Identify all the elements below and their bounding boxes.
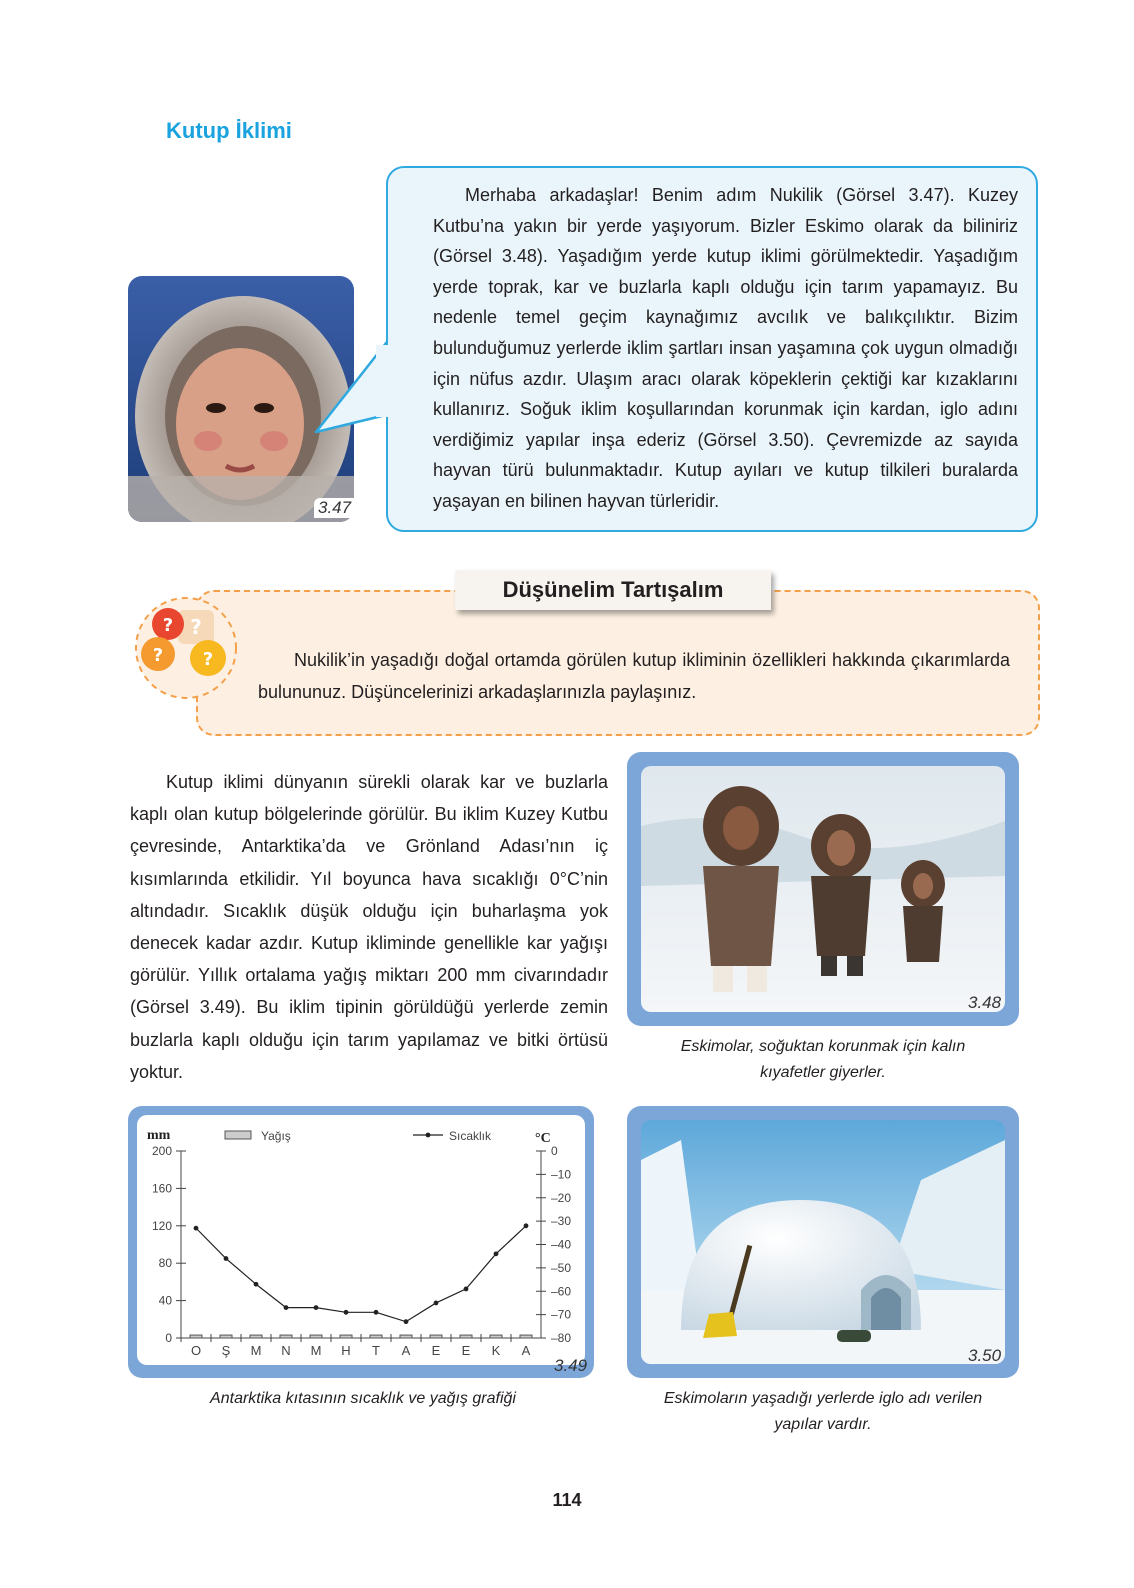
right-tick-label: –50 bbox=[551, 1260, 572, 1275]
figure-number-348: 3.48 bbox=[968, 993, 1002, 1012]
caption-348: Eskimolar, soğuktan korunmak için kalın kıyafetler giyerler. bbox=[680, 1038, 966, 1081]
right-tick-label: –60 bbox=[551, 1284, 572, 1299]
temperature-point bbox=[524, 1223, 529, 1228]
temperature-point bbox=[494, 1251, 499, 1256]
precipitation-bar bbox=[430, 1335, 442, 1338]
precipitation-bar bbox=[280, 1335, 292, 1338]
right-tick-label: –80 bbox=[551, 1331, 572, 1345]
precipitation-bar bbox=[460, 1335, 472, 1338]
temperature-point bbox=[434, 1301, 439, 1306]
x-tick-label: N bbox=[281, 1343, 291, 1358]
svg-text:?: ? bbox=[190, 615, 202, 639]
temperature-point bbox=[374, 1310, 379, 1315]
igloo-photo bbox=[641, 1120, 1005, 1364]
legend-temperature-label: Sıcaklık bbox=[449, 1129, 492, 1143]
temperature-point bbox=[284, 1305, 289, 1310]
precipitation-bar bbox=[310, 1335, 322, 1338]
caption-349: Antarktika kıtasının sıcaklık ve yağış grafiği bbox=[210, 1390, 516, 1407]
speech-bubble bbox=[386, 166, 1038, 532]
left-tick-label: 40 bbox=[158, 1293, 172, 1308]
left-tick-label: 80 bbox=[158, 1256, 172, 1271]
temperature-point bbox=[254, 1282, 259, 1287]
x-tick-label: E bbox=[431, 1343, 441, 1358]
question-bubbles-icon bbox=[130, 596, 242, 700]
x-tick-label: T bbox=[372, 1343, 380, 1358]
left-tick-label: 200 bbox=[151, 1144, 172, 1158]
left-tick-label: 160 bbox=[151, 1181, 172, 1196]
right-tick-label: –40 bbox=[551, 1237, 572, 1252]
x-tick-label: H bbox=[341, 1343, 351, 1358]
right-axis-label: °C bbox=[535, 1131, 551, 1146]
left-tick-label: 120 bbox=[151, 1218, 172, 1233]
temperature-point bbox=[224, 1256, 229, 1261]
page-number: 114 bbox=[552, 1490, 582, 1510]
figure-number-347: 3.47 bbox=[314, 498, 355, 518]
svg-text:?: ? bbox=[202, 649, 214, 670]
bubble-tail-cover bbox=[376, 345, 392, 417]
temperature-point bbox=[344, 1310, 349, 1315]
x-tick-label: Ş bbox=[221, 1343, 231, 1358]
precipitation-bar bbox=[490, 1335, 502, 1338]
precipitation-bar bbox=[190, 1335, 202, 1338]
precipitation-bar bbox=[370, 1335, 382, 1338]
temperature-point bbox=[194, 1226, 199, 1231]
x-tick-label: K bbox=[491, 1343, 501, 1358]
figure-number-350: 3.50 bbox=[968, 1346, 1002, 1365]
precipitation-bar bbox=[400, 1335, 412, 1338]
body-paragraph: Kutup iklimi dünyanın sürekli olarak kar ve buzlarla kaplı olan kutup bölgelerinde görülür. Bu iklim Kuzey Kutbu çevresinde, Antarktika’da ve Grönland Adası’nın iç kısımlarında etkilidir. Yıl boyunca hava sıcaklığı 0°C’nin altındadır. Sıcaklık düşük olduğu için buharlaşma yok denecek kadar azdır. Kutup ikliminde genellikle kar yağışı görülür. Yıllık ortalama yağış miktarı 200 mm civarındadır (Görsel 3.49). Bu iklim tipinin görüldüğü yerlerde zemin buzlarla kaplı olduğu için tarım yapılamaz ve bitki örtüsü yoktur. bbox=[130, 772, 608, 1082]
svg-text:?: ? bbox=[162, 615, 174, 636]
left-axis-label: mm bbox=[147, 1128, 171, 1143]
x-tick-label: A bbox=[401, 1343, 411, 1358]
svg-text:?: ? bbox=[152, 645, 164, 666]
temperature-point bbox=[464, 1287, 469, 1292]
caption-350: Eskimoların yaşadığı yerlerde iglo adı verilen yapılar vardır. bbox=[663, 1390, 983, 1433]
figure-number-349: 3.49 bbox=[554, 1356, 588, 1375]
x-tick-label: M bbox=[310, 1343, 322, 1358]
discussion-text: Nukilik’in yaşadığı doğal ortamda görülen kutup ikliminin özellikleri hakkında çıkarımlarda bulununuz. Düşüncelerinizi arkadaşlarınızla paylaşınız. bbox=[258, 650, 1010, 702]
right-tick-label: –30 bbox=[551, 1214, 572, 1229]
x-tick-label: A bbox=[521, 1343, 531, 1358]
precipitation-bar bbox=[220, 1335, 232, 1338]
right-tick-label: –70 bbox=[551, 1307, 572, 1322]
discussion-title: Düşünelim Tartışalım bbox=[455, 570, 771, 610]
x-tick-label: M bbox=[250, 1343, 262, 1358]
legend-precipitation-swatch bbox=[225, 1131, 251, 1139]
right-tick-label: 0 bbox=[551, 1144, 558, 1158]
temperature-line bbox=[196, 1226, 526, 1322]
precipitation-bar bbox=[340, 1335, 352, 1338]
x-tick-label: E bbox=[461, 1343, 471, 1358]
legend-temperature-dot bbox=[426, 1133, 431, 1138]
precipitation-bar bbox=[250, 1335, 262, 1338]
climate-chart bbox=[137, 1115, 585, 1365]
left-tick-label: 0 bbox=[165, 1331, 172, 1345]
precipitation-bar bbox=[520, 1335, 532, 1338]
legend-precipitation-label: Yağış bbox=[261, 1129, 291, 1143]
speech-bubble-text: Merhaba arkadaşlar! Benim adım Nukilik (Görsel 3.47). Kuzey Kutbu’na yakın bir yerde yaşıyorum. Bizler Eskimo olarak da biliniriz (Görsel 3.48). Yaşadığım yerde kutup iklimi görülmektedir. Yaşadığım yerde toprak, kar ve buzlarla kaplı olduğu için tarım yapamayız. Bu nedenle temel geçim kaynağımız avcılık ve balıkçılıktır. Bizim bulunduğumuz yerlerde iklim şartları insan yaşamına çok uygun olmadığı için nüfus azdır. Ulaşım aracı olarak köpeklerin çektiği kar kızaklarını kullanırız. Soğuk iklim koşullarından korunmak için kardan, iglo adını verdiğimiz yapılar inşa ederiz (Görsel 3.50). Çevremizde az sayıda hayvan türü bulunmaktadır. Kutup ayıları ve kutup tilkileri buralarda yaşayan en bilinen hayvan türleridir. bbox=[433, 185, 1018, 511]
temperature-point bbox=[404, 1319, 409, 1324]
temperature-point bbox=[314, 1305, 319, 1310]
right-tick-label: –20 bbox=[551, 1190, 572, 1205]
section-title: Kutup İklimi bbox=[166, 118, 292, 143]
right-tick-label: –10 bbox=[551, 1167, 572, 1182]
x-tick-label: O bbox=[190, 1343, 202, 1358]
eskimo-children-photo bbox=[641, 766, 1005, 1012]
